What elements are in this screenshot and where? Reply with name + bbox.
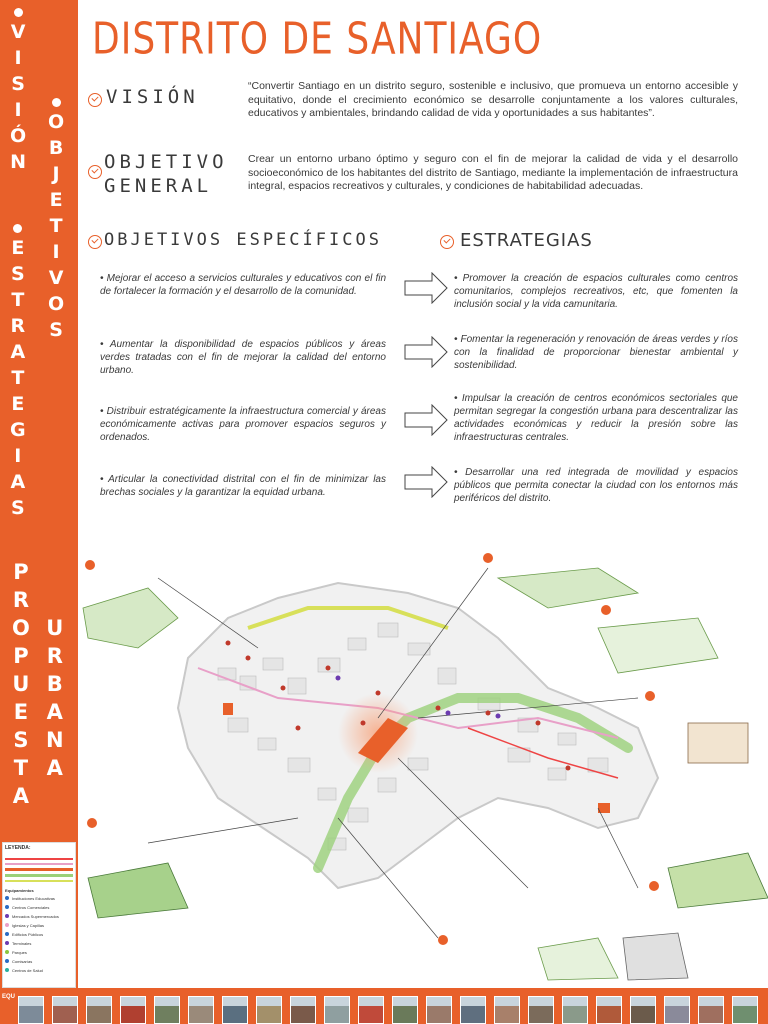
objetivo-general-heading <box>104 150 228 198</box>
vision-text: “Convertir Santiago en un distrito seguro, sostenible e inclusivo, que promueva un entorno accesible y equitativo, donde el crecimiento económico se desarrolle conjuntamente a los valores culturales, educativos y ambientales, brindando calidad de vida y oportunidades a sus habitantes”. <box>248 80 738 119</box>
especifico-item-4: • Articular la conectividad distrital con el fin de minimizar las brechas sociales y la garantizar la equidad urbana. <box>100 474 386 498</box>
legend-swatch <box>5 868 73 871</box>
map-pin-icon <box>5 914 9 918</box>
map-legend <box>2 842 76 988</box>
legend-title: LEYENDA: <box>5 845 31 851</box>
map-pin-icon <box>5 905 9 909</box>
legend-item: Iglesias y Capillas <box>5 921 73 930</box>
side-letter: S <box>49 319 63 341</box>
side-letter: V <box>10 21 26 43</box>
arrow-right-icon <box>404 466 448 498</box>
equipment-photo <box>392 996 418 1024</box>
equipment-photo <box>324 996 350 1024</box>
legend-equip-title: Equipamientos <box>5 888 34 893</box>
vision-heading: VISIÓN <box>106 86 199 108</box>
side-letter: T <box>49 215 63 237</box>
legend-item: Centros de Salud <box>5 966 73 975</box>
equipment-photo <box>630 996 656 1024</box>
side-letter: A <box>10 341 26 363</box>
side-letter: U <box>12 672 30 696</box>
equipment-photo <box>596 996 622 1024</box>
map-pin-icon <box>5 932 9 936</box>
equipment-photo <box>154 996 180 1024</box>
legend-swatch <box>5 874 73 877</box>
side-letter: S <box>10 263 25 285</box>
especifico-item-3: • Distribuir estratégicamente la infraestructura comercial y áreas económicamente activas para promover espacios seguros y ordenados. <box>100 406 386 443</box>
check-icon <box>88 93 102 107</box>
especifico-item-2: • Aumentar la disponibilidad de espacios públicos y áreas verdes tratadas con el fin de mejorar la calidad del entorno urbano. <box>100 339 386 376</box>
estrategias-heading: ESTRATEGIAS <box>460 230 593 251</box>
legend-item: Terminales <box>5 939 73 948</box>
equipment-photo <box>562 996 588 1024</box>
side-letter: B <box>48 137 64 159</box>
check-icon <box>88 235 102 249</box>
side-propuesta-label <box>12 562 30 814</box>
side-letter: O <box>48 111 65 133</box>
equipment-photo <box>120 996 146 1024</box>
equipment-photo <box>698 996 724 1024</box>
side-letter: O <box>48 293 65 315</box>
equipment-photo <box>18 996 44 1024</box>
side-vision-label <box>10 8 26 179</box>
legend-swatch <box>5 880 73 882</box>
equipment-photo <box>188 996 214 1024</box>
equipment-photo <box>86 996 112 1024</box>
equipment-photo <box>52 996 78 1024</box>
legend-item: Comisarías <box>5 957 73 966</box>
side-letter: P <box>13 560 29 584</box>
legend-item: Mercados Supermercados <box>5 912 73 921</box>
legend-item: Centros Comerciales <box>5 903 73 912</box>
equipment-photo <box>222 996 248 1024</box>
estrategia-item-2: • Fomentar la regeneración y renovación de áreas verdes y ríos con la finalidad de proporcionar bienestar ambiental y sostenibilidad. <box>454 334 738 371</box>
equipment-photo <box>528 996 554 1024</box>
equipment-photo <box>664 996 690 1024</box>
side-urbana-label <box>46 618 64 786</box>
equipment-photo <box>358 996 384 1024</box>
legend-item: Edificios Públicos <box>5 930 73 939</box>
side-letter: G <box>10 419 26 441</box>
side-letter: S <box>10 497 25 519</box>
check-icon <box>88 165 102 179</box>
map-pin-icon <box>5 959 9 963</box>
equipment-photo <box>732 996 758 1024</box>
side-letter: T <box>11 289 25 311</box>
side-letter: E <box>11 393 25 415</box>
side-objetivos-label <box>48 98 64 347</box>
equipment-photo <box>460 996 486 1024</box>
side-letter: E <box>13 700 29 724</box>
equipment-photo <box>494 996 520 1024</box>
side-letter: A <box>46 756 63 780</box>
equipment-photo <box>256 996 282 1024</box>
side-letter: B <box>46 672 63 696</box>
side-letter: S <box>13 728 29 752</box>
side-letter: I <box>14 445 22 467</box>
side-letter: R <box>46 644 63 668</box>
side-letter: T <box>13 756 29 780</box>
side-letter: N <box>46 728 64 752</box>
map-pin-icon <box>5 968 9 972</box>
legend-swatch <box>5 858 73 860</box>
map-pin-icon <box>5 896 9 900</box>
side-letter: R <box>10 315 26 337</box>
side-letter: J <box>52 163 60 185</box>
side-letter: T <box>11 367 25 389</box>
equipment-photo <box>426 996 452 1024</box>
zone-marker <box>223 703 233 715</box>
objetivo-heading-line1: OBJETIVO <box>104 151 228 173</box>
side-letter: R <box>12 588 30 612</box>
side-letter: A <box>10 471 26 493</box>
side-letter: I <box>14 47 22 69</box>
legend-items <box>3 894 75 975</box>
equipment-photo <box>290 996 316 1024</box>
arrow-right-icon <box>404 272 448 304</box>
side-letter: A <box>46 700 63 724</box>
side-letter: P <box>13 644 29 668</box>
side-letter: Ó <box>10 125 27 147</box>
strip-label: EQU <box>2 994 16 1000</box>
especificos-heading: OBJETIVOS ESPECÍFICOS <box>104 230 382 250</box>
side-letter: V <box>48 267 64 289</box>
page-title: DISTRITO DE SANTIAGO <box>92 14 543 65</box>
side-letter: A <box>12 784 30 808</box>
arrow-right-icon <box>404 404 448 436</box>
side-letter: I <box>14 99 22 121</box>
side-letter: U <box>46 616 64 640</box>
objetivo-general-text: Crear un entorno urbano óptimo y seguro con el fin de mejorar la calidad de vida y el desarrollo socioeconómico de los habitantes del distrito de Santiago, mediante la implementación de infraestructura integral, espacios recreativos y culturales, y condiciones de habitabilidad adecuadas. <box>248 153 738 192</box>
side-letter: E <box>11 237 25 259</box>
legend-item: Parques <box>5 948 73 957</box>
side-letter: N <box>10 151 27 173</box>
estrategia-item-4: • Desarrollar una red integrada de movilidad y espacios públicos que permita conectar la ciudad con los entornos más periféricos del distrito. <box>454 467 738 504</box>
legend-swatch <box>5 863 73 865</box>
check-icon <box>440 235 454 249</box>
side-letter: E <box>49 189 63 211</box>
side-letter: S <box>11 73 25 95</box>
side-letter: O <box>12 616 30 640</box>
arrow-right-icon <box>404 336 448 368</box>
urban-proposal-map <box>78 548 768 988</box>
map-pin-icon <box>5 923 9 927</box>
especifico-item-1: • Mejorar el acceso a servicios culturales y educativos con el fin de fortalecer la formación y el desarrollo de la comunidad. <box>100 273 386 297</box>
legend-item: Instituciones Educativas <box>5 894 73 903</box>
side-estrategias-label <box>10 224 26 525</box>
estrategia-item-1: • Promover la creación de espacios culturales como centros comunitarios, complejos recreativos, etc, que fomenten la inclusión social y la vida camunitaria. <box>454 273 738 310</box>
side-letter: I <box>52 241 60 263</box>
objetivo-heading-line2: GENERAL <box>104 175 213 197</box>
map-pin-icon <box>5 950 9 954</box>
map-pin-icon <box>5 941 9 945</box>
estrategia-item-3: • Impulsar la creación de centros económicos sectoriales que permitan segregar la congestión urbana para descentralizar las actividades económicas y reducir la presión sobre las infraestructuras centrales. <box>454 393 738 443</box>
